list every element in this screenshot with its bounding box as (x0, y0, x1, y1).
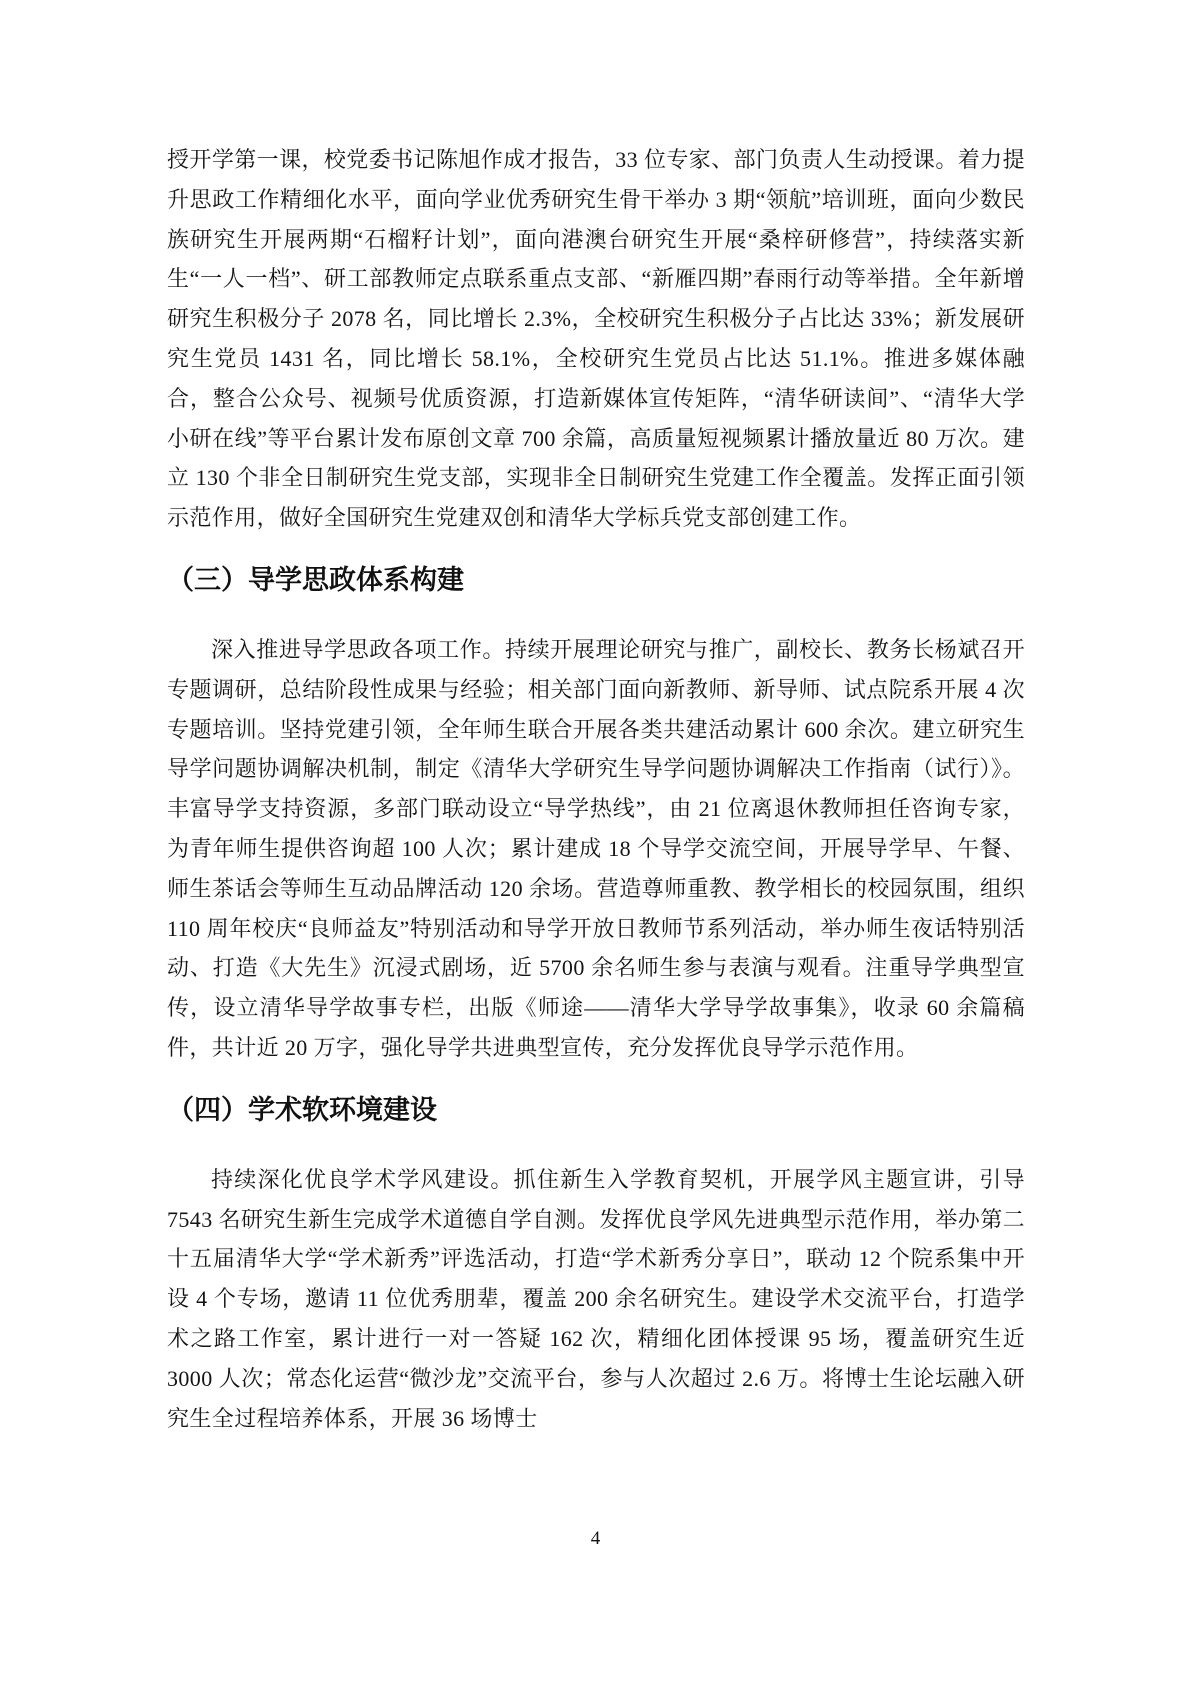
page-number: 4 (590, 1528, 601, 1549)
paragraph-continuation: 授开学第一课，校党委书记陈旭作成才报告，33 位专家、部门负责人生动授课。着力提升思政工作精细化水平，面向学业优秀研究生骨干举办 3 期“领航”培训班，面向少数民族研究生开展两期“石榴籽计划”，面向港澳台研究生开展“桑梓研修营”，持续落实新生“一人一档”、研工部教师定点联系重点支部、“新雁四期”春雨行动等举措。全年新增研究生积极分子 2078 名，同比增长 2.3%，全校研究生积极分子占比达 33%；新发展研究生党员 1431 名，同比增长 58.1%，全校研究生党员占比达 51.1%。推进多媒体融合，整合公众号、视频号优质资源，打造新媒体宣传矩阵，“清华研读间”、“清华大学小研在线”等平台累计发布原创文章 700 余篇，高质量短视频累计播放量近 80 万次。建立 130 个非全日制研究生党支部，实现非全日制研究生党建工作全覆盖。发挥正面引领示范作用，做好全国研究生党建双创和清华大学标兵党支部创建工作。 (167, 147, 1025, 531)
section-heading-3: （三）导学思政体系构建 (167, 564, 464, 595)
document-body (167, 140, 1025, 1438)
paragraph-section-4: 持续深化优良学术学风建设。抓住新生入学教育契机，开展学风主题宣讲，引导 7543 名研究生新生完成学术道德自学自测。发挥优良学风先进典型示范作用，举办第二十五届清华大学“学术新秀”评选活动，打造“学术新秀分享日”，联动 12 个院系集中开设 4 个专场，邀请 11 位优秀朋辈，覆盖 200 余名研究生。建设学术交流平台，打造学术之路工作室，累计进行一对一答疑 162 次，精细化团体授课 95 场，覆盖研究生近 3000 人次；常态化运营“微沙龙”交流平台，参与人次超过 2.6 万。将博士生论坛融入研究生全过程培养体系，开展 36 场博士 (167, 1166, 1025, 1431)
paragraph-section-3: 深入推进导学思政各项工作。持续开展理论研究与推广，副校长、教务长杨斌召开专题调研，总结阶段性成果与经验；相关部门面向新教师、新导师、试点院系开展 4 次专题培训。坚持党建引领，全年师生联合开展各类共建活动累计 600 余次。建立研究生导学问题协调解决机制，制定《清华大学研究生导学问题协调解决工作指南（试行）》。丰富导学支持资源，多部门联动设立“导学热线”，由 21 位离退休教师担任咨询专家，为青年师生提供咨询超 100 人次；累计建成 18 个导学交流空间，开展导学早、午餐、师生茶话会等师生互动品牌活动 120 余场。营造尊师重教、教学相长的校园氛围，组织 110 周年校庆“良师益友”特别活动和导学开放日教师节系列活动，举办师生夜话特别活动、打造《大先生》沉浸式剧场，近 5700 余名师生参与表演与观看。注重导学典型宣传，设立清华导学故事专栏，出版《师途——清华大学导学故事集》，收录 60 余篇稿件，共计近 20 万字，强化导学共进典型宣传，充分发挥优良导学示范作用。 (167, 636, 1025, 1060)
section-heading-4: （四）学术软环境建设 (167, 1094, 437, 1125)
